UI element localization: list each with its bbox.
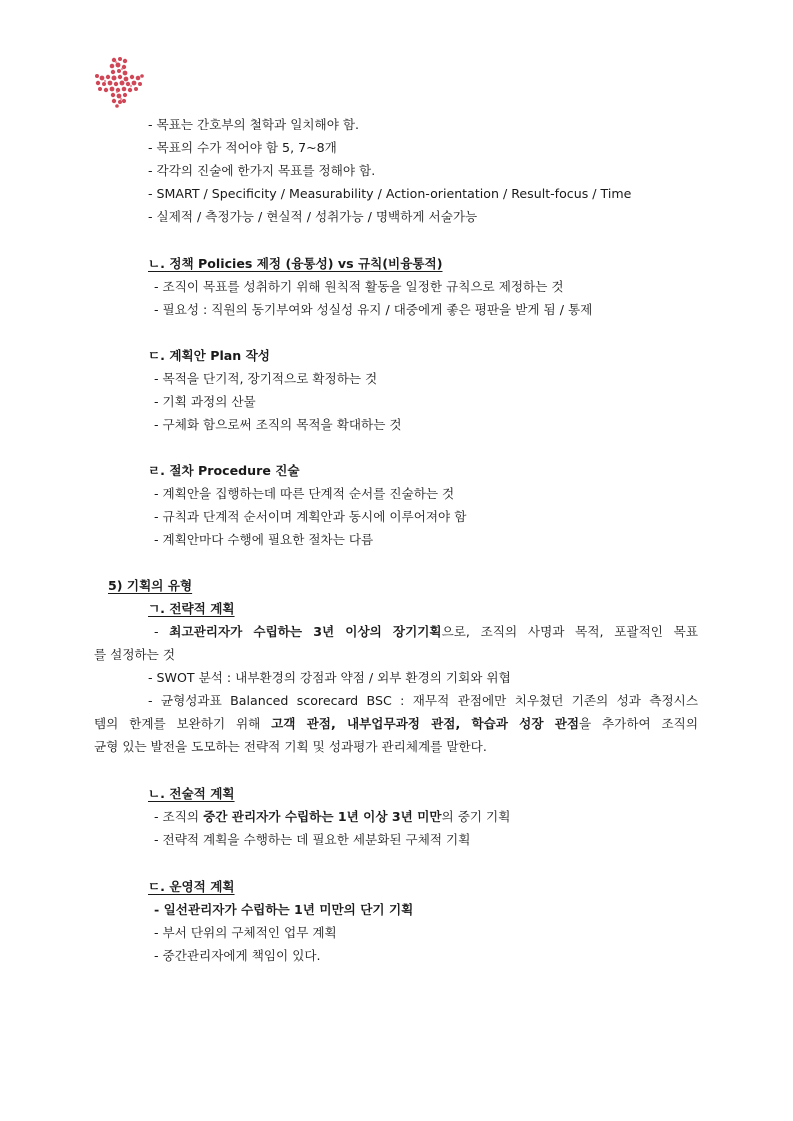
heading-strategic-plan: ㄱ. 전략적 계획 bbox=[148, 601, 235, 616]
policy-item-1: - 조직이 목표를 성취하기 위해 원칙적 활동을 일정한 규칙으로 제정하는 것 bbox=[154, 279, 564, 294]
goal-item-statement: - 각각의 진술에 한가지 목표를 정해야 함. bbox=[148, 163, 376, 178]
tactical-item-1-rest: 의 중기 기획 bbox=[441, 809, 511, 824]
bsc-customer-perspective: 고객 관점 bbox=[271, 716, 331, 731]
tactical-item-1-prefix: - 조직의 bbox=[154, 809, 204, 824]
heading-tactical-plan: ㄴ. 전술적 계획 bbox=[148, 786, 235, 801]
bsc-internal-process-perspective: 내부업무과정 관점 bbox=[346, 716, 456, 731]
procedure-item-3: - 계획안마다 수행에 필요한 절차는 다름 bbox=[154, 532, 374, 547]
goal-item-smart: - SMART / Specificity / Measurability / Action-orientation / Result-focus / Time bbox=[148, 186, 632, 201]
operational-item-2: - 부서 단위의 구체적인 업무 계획 bbox=[154, 925, 337, 940]
strategic-item-1-continued: 를 설정하는 것 bbox=[94, 647, 175, 662]
bsc-line2-text-a: 템의 한계를 보완하기 위해 bbox=[94, 716, 272, 731]
operational-item-3: - 중간관리자에게 책임이 있다. bbox=[154, 948, 321, 963]
goal-item-count: - 목표의 수가 적어야 함 5, 7~8개 bbox=[148, 140, 337, 155]
strategic-item-bsc-line2 bbox=[94, 716, 698, 732]
bsc-comma-1: , bbox=[330, 716, 347, 731]
tactical-item-2: - 전략적 계획을 수행하는 데 필요한 세분화된 구체적 기획 bbox=[154, 832, 471, 847]
strategic-item-1-rest: 으로, 조직의 사명과 목적, 포괄적인 목표 bbox=[441, 624, 698, 639]
plan-item-2: - 기획 과정의 산물 bbox=[154, 394, 256, 409]
goal-item-philosophy: - 목표는 간호부의 철학과 일치해야 함. bbox=[148, 117, 360, 132]
plan-item-3: - 구체화 함으로써 조직의 목적을 확대하는 것 bbox=[154, 417, 402, 432]
heading-operational-plan: ㄷ. 운영적 계획 bbox=[148, 879, 235, 894]
bsc-comma-2: , bbox=[455, 716, 472, 731]
strategic-item-bsc-line3: 균형 있는 발전을 도모하는 전략적 기획 및 성과평가 관리체계를 말한다. bbox=[94, 739, 487, 754]
procedure-item-1: - 계획안을 집행하는데 따른 단계적 순서를 진술하는 것 bbox=[154, 486, 455, 501]
policy-item-2: - 필요성 : 직원의 동기부여와 성실성 유지 / 대중에게 좋은 평판을 받게 됨 / 통제 bbox=[154, 302, 593, 317]
heading-plan: ㄷ. 계획안 Plan 작성 bbox=[148, 348, 270, 363]
strategic-item-1 bbox=[154, 624, 698, 640]
heading-procedure: ㄹ. 절차 Procedure 진술 bbox=[148, 463, 300, 478]
strategic-item-bsc: - 균형성과표 Balanced scorecard BSC : 재무적 관점에만 치우쳤던 기존의 성과 측정시스 bbox=[148, 693, 698, 708]
heading-planning-types: 5) 기획의 유형 bbox=[108, 578, 193, 593]
bsc-line2-text-d: 을 추가하여 조직의 bbox=[579, 716, 698, 731]
strategic-item-1-prefix: - bbox=[154, 624, 170, 639]
procedure-item-2: - 규칙과 단계적 순서이며 계획안과 동시에 이루어져야 함 bbox=[154, 509, 467, 524]
operational-item-1: - 일선관리자가 수립하는 1년 미만의 단기 기획 bbox=[154, 902, 414, 917]
tactical-item-1 bbox=[154, 809, 510, 825]
red-cross-logo bbox=[94, 56, 144, 108]
strategic-item-1-bold: 최고관리자가 수립하는 3년 이상의 장기기획 bbox=[169, 624, 442, 639]
strategic-item-swot: - SWOT 분석 : 내부환경의 강점과 약점 / 외부 환경의 기회와 위협 bbox=[148, 670, 511, 685]
plan-item-1: - 목적을 단기적, 장기적으로 확정하는 것 bbox=[154, 371, 378, 386]
bsc-learning-growth-perspective: 학습과 성장 관점 bbox=[471, 716, 580, 731]
tactical-item-1-bold: 중간 관리자가 수립하는 1년 이상 3년 미만 bbox=[203, 809, 442, 824]
heading-policies: ㄴ. 정책 Policies 제정 (융통성) vs 규칙(비융통적) bbox=[148, 256, 443, 271]
goal-item-smart-korean: - 실제적 / 측정가능 / 현실적 / 성취가능 / 명백하게 서술가능 bbox=[148, 209, 478, 224]
